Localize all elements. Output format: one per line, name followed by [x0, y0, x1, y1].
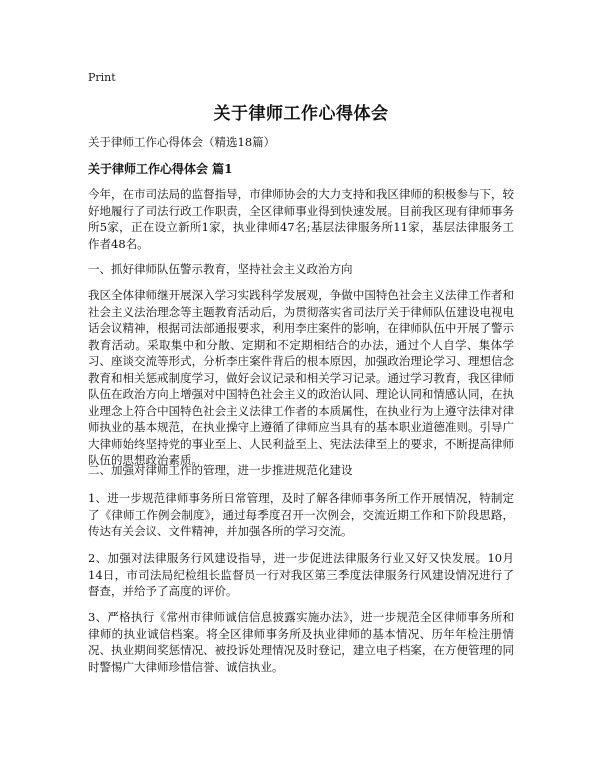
- heading-two: 二、加强对律师工作的管理，进一步推进规范化建设: [88, 463, 353, 477]
- document-title: 关于律师工作心得体会: [213, 104, 389, 124]
- paragraph-item-3: 3、严格执行《常州市律师诚信信息披露实施办法》，进一步规范全区律师事务所和律师的执业诚信档案。将全区律师事务所及执业律师的基本情况、历年年检注册情况、执业期间奖惩情况、被投诉处理情况及时登记，建立电子档案，在方便管理的同时警惕广大律师珍惜信誉、诚信执业。: [88, 610, 514, 674]
- heading-one: 一、抓好律师队伍警示教育，坚持社会主义政治方向: [88, 262, 353, 276]
- print-link[interactable]: Print: [88, 71, 116, 84]
- section-heading: 关于律师工作心得体会 篇1: [88, 162, 233, 176]
- paragraph-education: 我区全体律师继开展深入学习实践科学发展观，争做中国特色社会主义法律工作者和社会主义法治理念等主题教育活动后，为贯彻落实省司法厅关于律师队伍建设电视电话会议精神，根据司法部通报要求，利用李庄案件的影响，在律师队伍中开展了警示教育活动。采取集中和分散、定期和不定期相结合的办法，通过个人自学、集体学习、座谈交流等形式，分析李庄案件背后的根本原因，加强政治理论学习、理想信念教育和相关惩戒制度学习，做好会议记录和相关学习记录。通过学习教育，我区律师队伍在政治方向上增强对中国特色社会主义的政治认同、理论认同和情感认同，在执业理念上符合中国特色社会主义法律工作者的本质属性，在执业行为上遵守法律对律师执业的基本规范，在执业操守上遵循了律师应当具有的基本职业道德准则。引导广大律师始终坚持党的事业至上、人民利益至上、宪法法律至上的要求，不断提高律师队伍的思想政治素质。: [88, 288, 514, 467]
- document-subtitle: 关于律师工作心得体会（精选18篇）: [88, 135, 276, 149]
- paragraph-item-1: 1、进一步规范律师事务所日常管理，及时了解各律师事务所工作开展情况，特制定了《律师工作例会制度》，通过每季度召开一次例会，交流近期工作和下阶段思路，传达有关会议、文件精神，并加强各所的学习交流。: [88, 491, 514, 538]
- paragraph-intro: 今年，在市司法局的监督指导，市律师协会的大力支持和我区律师的积极参与下，较好地履行了司法行政工作职责，全区律师事业得到快速发展。目前我区现有律师事务所5家，正在设立新所1家，执业律师47名;基层法律服务所11家，基层法律服务工作者48名。: [88, 187, 514, 251]
- paragraph-item-2: 2、加强对法律服务行风建设指导，进一步促进法律服务行业又好又快发展。10月14日，市司法局纪检组长监督员一行对我区第三季度法律服务行风建设情况进行了督查，并给予了高度的评价。: [88, 551, 514, 598]
